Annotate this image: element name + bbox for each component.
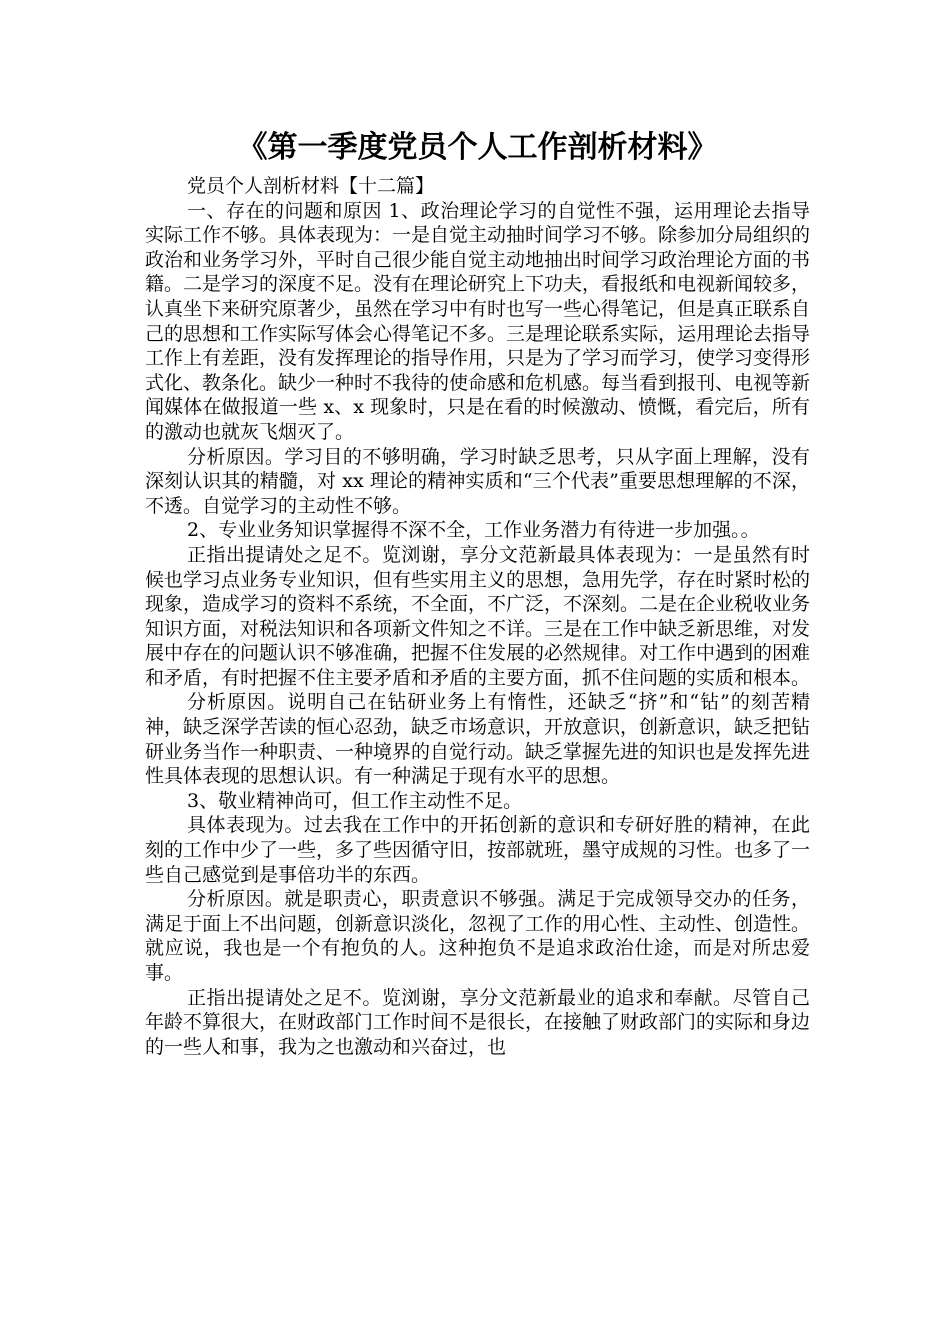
- document-subtitle: 党员个人剖析材料【十二篇】: [187, 175, 435, 197]
- body-paragraph: 分析原因。学习目的不够明确，学习时缺乏思考，只从字面上理解，没有深刻认识其的精髓，对 xx 理论的精神实质和“三个代表”重要思想理解的不深，不透。自觉学习的主动性不够。: [145, 445, 810, 517]
- body-paragraph: 正指出提请处之足不。览浏谢，享分文范新最具体表现为：一是虽然有时候也学习点业务专业知识，但有些实用主义的思想，急用先学，存在时紧时松的现象，造成学习的资料不系统，不全面，不广泛，不深刻。二是在企业税收业务知识方面，对税法知识和各项新文件知之不详。三是在工作中缺乏新思维，对发展中存在的问题认识不够准确，把握不住发展的必然规律。对工作中遇到的困难和矛盾，有时把握不住主要矛盾和矛盾的主要方面，抓不住问题的实质和根本。: [145, 543, 811, 689]
- body-paragraph: 2、专业业务知识掌握得不深不全，工作业务潜力有待进一步加强。。: [187, 519, 760, 542]
- document-title: 《第一季度党员个人工作剖析材料》: [237, 130, 718, 165]
- body-paragraph: 3、敬业精神尚可，但工作主动性不足。: [187, 789, 523, 812]
- body-paragraph: 具体表现为。过去我在工作中的开拓创新的意识和专研好胜的精神，在此刻的工作中少了一些，多了些因循守旧，按部就班，墨守成规的习性。也多了一些自己感觉到是事倍功半的东西。: [145, 814, 811, 886]
- body-paragraph: 分析原因。说明自己在钻研业务上有惰性，还缺乏“挤”和“钻”的刻苦精神，缺乏深学苦读的恒心忍劲，缺乏市场意识，开放意识，创新意识，缺乏把钻研业务当作一种职责、一种境界的自觉行动。缺乏掌握先进的知识也是发挥先进性具体表现的思想认识。有一种满足于现有水平的思想。: [145, 691, 811, 788]
- body-paragraph: 正指出提请处之足不。览浏谢，享分文范新最业的追求和奉献。尽管自己年龄不算很大，在财政部门工作时间不是很长，在接触了财政部门的实际和身边的一些人和事，我为之也激动和兴奋过，也: [145, 986, 811, 1058]
- body-paragraph: 分析原因。就是职责心，职责意识不够强。满足于完成领导交办的任务，满足于面上不出问题，创新意识淡化，忽视了工作的用心性、主动性、创造性。就应说，我也是一个有抱负的人。这种抱负不是追求政治仕途，而是对所忠爱事。: [145, 888, 811, 984]
- document-page: [145, 128, 810, 1059]
- body-paragraph: 一、存在的问题和原因 1、政治理论学习的自觉性不强，运用理论去指导实际工作不够。具体表现为：一是自觉主动抽时间学习不够。除参加分局组织的政治和业务学习外，平时自己很少能自觉主动地抽出时间学习政治理论方面的书籍。二是学习的深度不足。没有在理论研究上下功夫，看报纸和电视新闻较多，认真坐下来研究原著少，虽然在学习中有时也写一些心得笔记，但是真正联系自己的思想和工作实际写体会心得笔记不多。三是理论联系实际，运用理论去指导工作上有差距，没有发挥理论的指导作用，只是为了学习而学习，使学习变得形式化、教条化。缺少一种时不我待的使命感和危机感。每当看到报刊、电视等新闻媒体在做报道一些 x、x 现象时，只是在看的时候激动、愤慨，看完后，所有的激动也就灰飞烟灭了。: [145, 199, 811, 443]
